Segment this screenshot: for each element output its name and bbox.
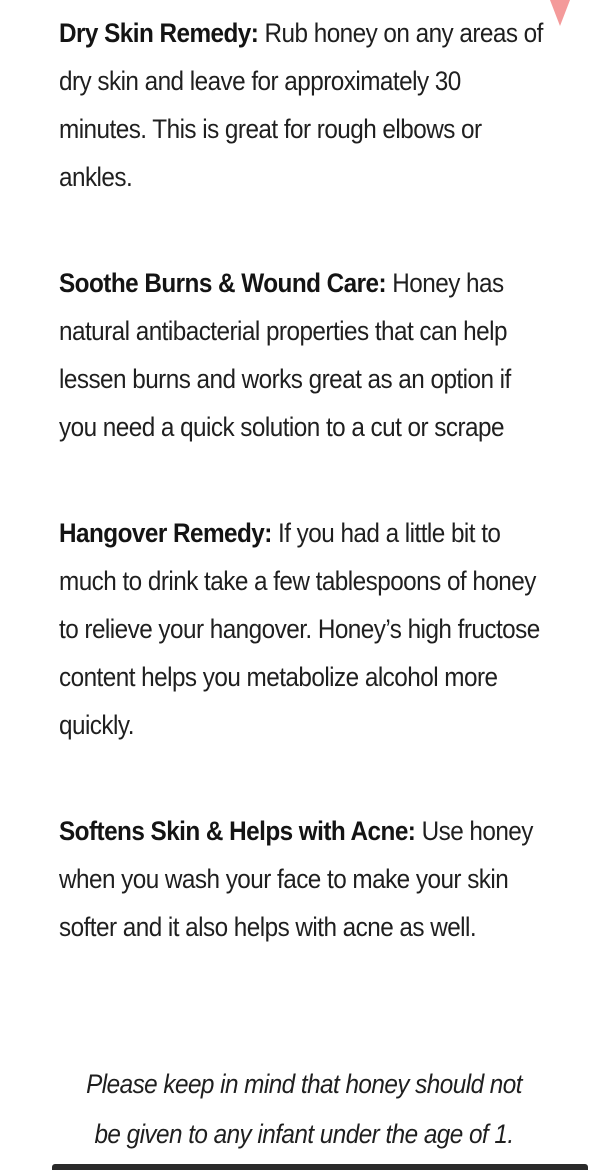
tip-text: Use honey when you wash your face to make your skin softer and it also helps with acne as well. [59, 816, 533, 942]
bottom-overlay-bar [52, 1164, 588, 1170]
tip-text: Rub honey on any areas of dry skin and leave for approximately 30 minutes. This is great for rough elbows or ankles. [59, 18, 543, 192]
tip-title: Soothe Burns & Wound Care: [59, 268, 387, 298]
tip-hangover [59, 509, 549, 749]
tip-title: Hangover Remedy: [59, 518, 272, 548]
tip-softens-skin-acne [59, 807, 549, 951]
down-arrow-icon [550, 0, 570, 26]
tip-burns-wound-care [59, 259, 549, 451]
note-text: Please keep in mind that honey should not be given to any infant under the age of 1. [86, 1069, 522, 1149]
infant-warning-note [60, 1059, 548, 1159]
tip-title: Dry Skin Remedy: [59, 18, 259, 48]
tip-text: If you had a little bit to much to drink take a few tablespoons of honey to relieve your hangover. Honey’s high fructose content helps you metabolize alcohol more quickly. [59, 518, 540, 740]
article-body [59, 9, 549, 1009]
tip-text: Honey has natural antibacterial properties that can help lessen burns and works great as an option if you need a quick solution to a cut or scrape [59, 268, 511, 442]
tip-dry-skin [59, 9, 549, 201]
tip-title: Softens Skin & Helps with Acne: [59, 816, 416, 846]
